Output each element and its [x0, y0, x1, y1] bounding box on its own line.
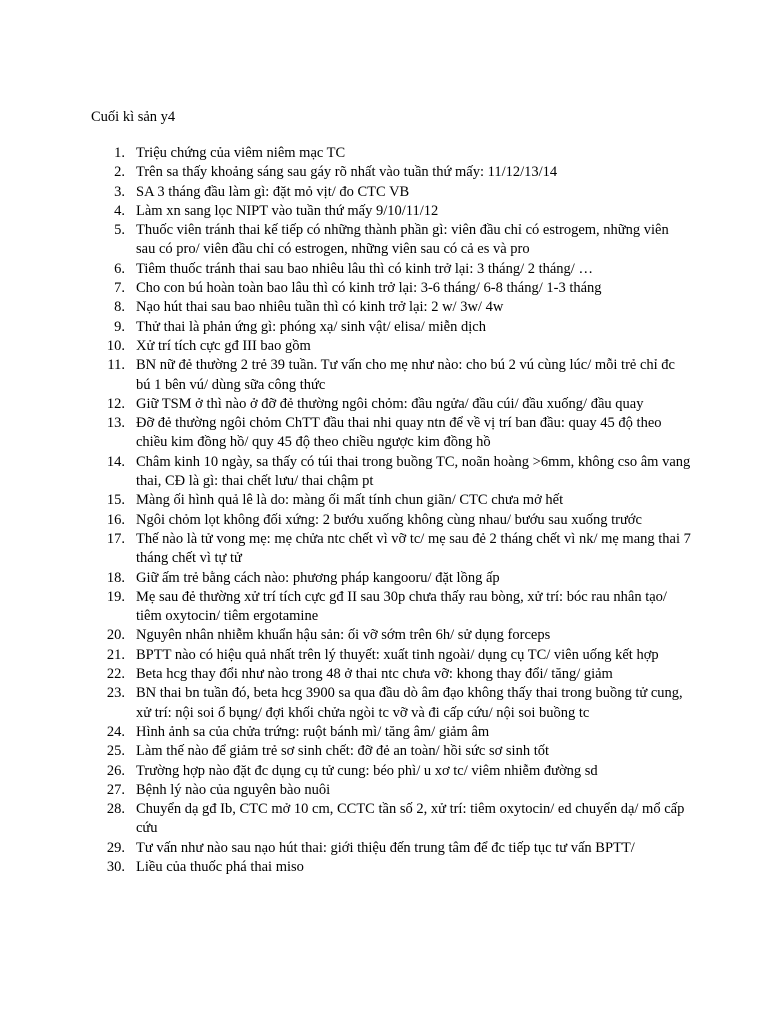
- item-text: SA 3 tháng đầu làm gì: đặt mỏ vịt/ đo CTC VB: [136, 183, 410, 200]
- item-text: Màng ối hình quả lê là do: màng ối mất tính chun giãn/ CTC chưa mở hết: [136, 492, 564, 509]
- document-title: Cuối kì sản y4: [91, 109, 176, 125]
- item-number: 23.: [106, 685, 125, 702]
- item-number: 1.: [114, 145, 125, 161]
- list-item: [91, 453, 691, 492]
- question-list: [91, 144, 691, 877]
- list-item: [91, 163, 691, 182]
- list-item: [91, 414, 691, 453]
- item-text: Giữ ấm trẻ bằng cách nào: phương pháp kangooru/ đặt lồng ấp: [136, 569, 500, 586]
- list-item: [91, 665, 691, 684]
- item-text: Tiêm thuốc tránh thai sau bao nhiêu lâu thì có kinh trở lại: 3 tháng/ 2 tháng/ …: [136, 260, 593, 277]
- item-number: 2.: [114, 164, 125, 181]
- item-text: Tư vấn như nào sau nạo hút thai: giới thiệu đến trung tâm để đc tiếp tục tư vấn BPTT/: [136, 839, 635, 856]
- item-number: 15.: [106, 492, 125, 509]
- item-text: Beta hcg thay đổi như nào trong 48 ở thai ntc chưa vỡ: khong thay đổi/ tăng/ giảm: [136, 666, 613, 683]
- item-text: Trên sa thấy khoảng sáng sau gáy rõ nhất vào tuần thứ mấy: 11/12/13/14: [136, 164, 558, 181]
- item-text: Thế nào là tử vong mẹ: mẹ chửa ntc chết vì vỡ tc/ mẹ sau đẻ 2 tháng chết vì nk/ mẹ mang thai 7 tháng chết vì tự tử: [136, 530, 691, 567]
- item-number: 28.: [106, 801, 125, 818]
- list-item: [91, 684, 691, 723]
- item-text: Đỡ đẻ thường ngôi chỏm ChTT đầu thai nhi quay ntn để về vị trí ban đầu: quay 45 độ theo chiều kim đồng hồ/ quy 45 độ theo chiều ngược kim đồng hồ: [136, 415, 662, 451]
- item-number: 21.: [106, 646, 125, 663]
- item-number: 7.: [114, 280, 125, 297]
- item-text: Chuyển dạ gđ Ib, CTC mở 10 cm, CCTC tần số 2, xử trí: tiêm oxytocin/ ed chuyển dạ/ mổ cấp cứu: [136, 801, 685, 837]
- item-number: 13.: [106, 415, 125, 432]
- item-text: Châm kinh 10 ngày, sa thấy có túi thai trong buồng TC, noãn hoàng >6mm, không cso âm vang thai, CĐ là gì: thai chết lưu/ thai chậm pt: [136, 453, 691, 490]
- item-text: BN thai bn tuần đó, beta hcg 3900 sa qua đầu dò âm đạo không thấy thai trong buồng tử cung, xử trí: nội soi ổ bụng/ đợi khối chửa ngòi tc vỡ và đi cấp cứu/ nội soi buồng tc: [136, 685, 683, 721]
- item-text: Thuốc viên tránh thai kế tiếp có những thành phần gì: viên đầu chỉ có estrogem, những viên sau có pro/ viên đầu chỉ có estrogen, những viên sau có cả es và pro: [136, 222, 669, 258]
- list-item: [91, 144, 691, 163]
- item-number: 8.: [114, 299, 125, 316]
- item-number: 20.: [106, 627, 125, 644]
- list-item: [91, 356, 691, 395]
- list-item: [91, 491, 691, 510]
- item-text: Ngôi chỏm lọt không đối xứng: 2 bướu xuống không cùng nhau/ bướu sau xuống trước: [136, 511, 642, 528]
- item-number: 10.: [106, 337, 125, 354]
- item-number: 6.: [114, 260, 125, 277]
- list-item: [91, 221, 691, 260]
- list-item: [91, 800, 691, 839]
- item-text: Bệnh lý nào của nguyên bào nuôi: [136, 781, 331, 798]
- item-text: Làm thế nào để giảm trẻ sơ sinh chết: đỡ đẻ an toàn/ hồi sức sơ sinh tốt: [136, 743, 550, 760]
- item-number: 9.: [114, 318, 125, 335]
- item-text: Hình ảnh sa của chửa trứng: ruột bánh mì/ tăng âm/ giảm âm: [136, 723, 490, 740]
- item-number: 24.: [106, 723, 125, 740]
- item-number: 11.: [107, 357, 125, 374]
- list-item: [91, 742, 691, 761]
- item-text: Làm xn sang lọc NIPT vào tuần thứ mấy 9/10/11/12: [136, 202, 439, 219]
- item-number: 17.: [106, 530, 125, 547]
- item-text: BN nữ đẻ thường 2 trẻ 39 tuần. Tư vấn cho mẹ như nào: cho bú 2 vú cùng lúc/ mỗi trẻ chỉ đc bú 1 bên vú/ dùng sữa công thức: [136, 357, 675, 393]
- item-text: Triệu chứng của viêm niêm mạc TC: [136, 145, 346, 161]
- item-text: Nguyên nhân nhiễm khuẩn hậu sản: ối vỡ sớm trên 6h/ sử dụng forceps: [136, 627, 551, 644]
- item-text: Xử trí tích cực gđ III bao gồm: [136, 337, 311, 354]
- list-item: [91, 839, 691, 858]
- item-text: Mẹ sau đẻ thường xử trí tích cực gđ II sau 30p chưa thấy rau bòng, xử trí: bóc rau nhân tạo/ tiêm oxytocin/ tiêm ergotamine: [136, 588, 667, 625]
- list-item: [91, 530, 691, 569]
- item-number: 12.: [106, 395, 125, 412]
- item-text: Trường hợp nào đặt đc dụng cụ tử cung: béo phì/ u xơ tc/ viêm nhiễm đường sd: [136, 762, 598, 779]
- list-item: [91, 202, 691, 221]
- item-text: Nạo hút thai sau bao nhiêu tuần thì có kinh trở lại: 2 w/ 3w/ 4w: [136, 299, 504, 316]
- list-item: [91, 588, 691, 627]
- item-text: Giữ TSM ở thì nào ở đỡ đẻ thường ngôi chỏm: đầu ngửa/ đầu cúi/ đầu xuống/ đầu quay: [136, 395, 644, 412]
- item-text: BPTT nào có hiệu quả nhất trên lý thuyết: xuất tinh ngoài/ dụng cụ TC/ viên uống kết hợp: [136, 646, 659, 663]
- item-number: 4.: [114, 202, 125, 219]
- list-item: [91, 511, 691, 530]
- item-number: 27.: [106, 781, 125, 798]
- list-item: [91, 183, 691, 202]
- list-item: [91, 626, 691, 645]
- item-text: Cho con bú hoàn toàn bao lâu thì có kinh trở lại: 3-6 tháng/ 6-8 tháng/ 1-3 tháng: [136, 280, 602, 297]
- item-number: 30.: [106, 858, 125, 875]
- list-item: [91, 569, 691, 588]
- list-item: [91, 279, 691, 298]
- item-number: 26.: [106, 762, 125, 779]
- item-number: 19.: [106, 588, 125, 605]
- list-item: [91, 781, 691, 800]
- item-number: 25.: [106, 743, 125, 760]
- item-number: 5.: [114, 222, 125, 239]
- list-item: [91, 337, 691, 356]
- item-number: 14.: [106, 453, 125, 470]
- item-number: 16.: [106, 511, 125, 528]
- list-item: [91, 298, 691, 317]
- item-text: Liều của thuốc phá thai miso: [136, 858, 304, 875]
- item-number: 22.: [106, 666, 125, 683]
- list-item: [91, 723, 691, 742]
- item-number: 18.: [106, 569, 125, 586]
- list-item: [91, 646, 691, 665]
- list-item: [91, 318, 691, 337]
- list-item: [91, 762, 691, 781]
- list-item: [91, 395, 691, 414]
- list-item: [91, 858, 691, 877]
- list-item: [91, 260, 691, 279]
- item-text: Thử thai là phản ứng gì: phóng xạ/ sinh vật/ elisa/ miễn dịch: [136, 318, 486, 335]
- item-number: 29.: [106, 839, 125, 856]
- item-number: 3.: [114, 183, 125, 200]
